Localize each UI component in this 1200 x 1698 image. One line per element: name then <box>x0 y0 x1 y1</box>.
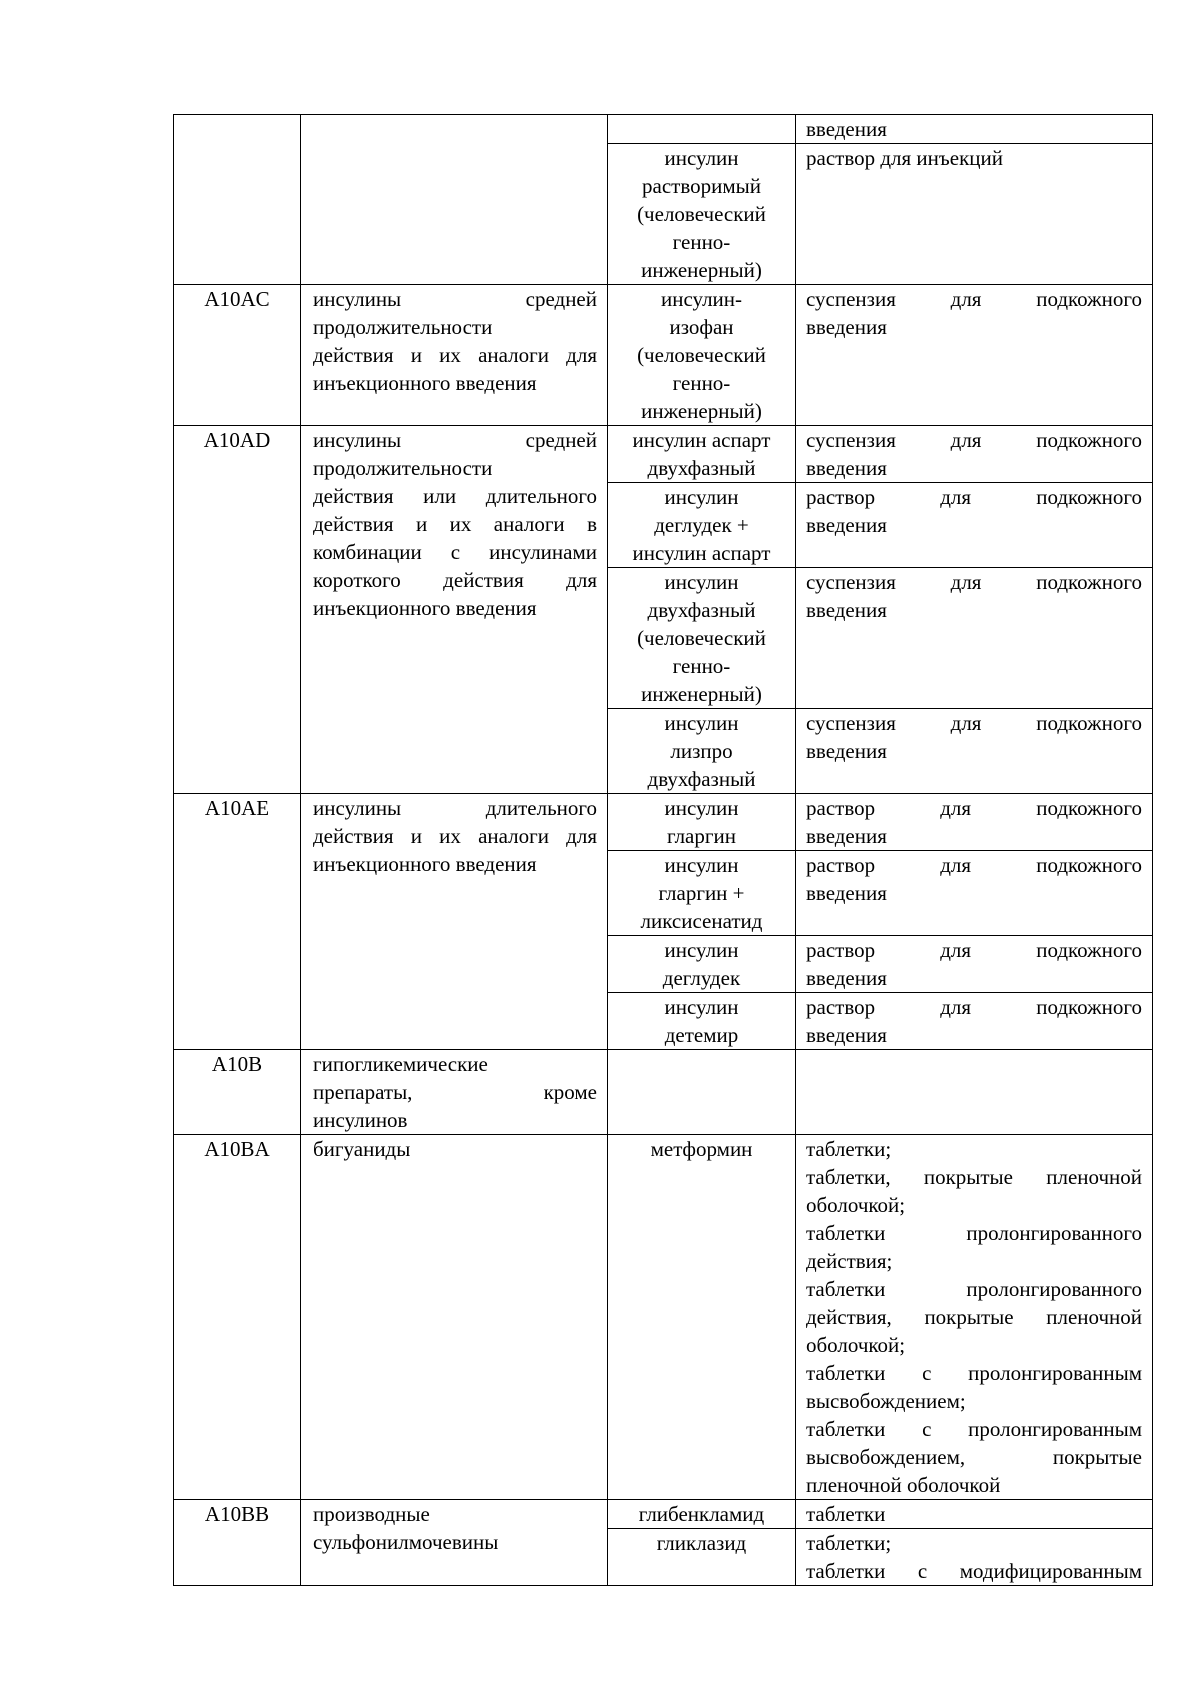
drug-name-cell <box>608 709 796 794</box>
drug-name-line: гликлазид <box>656 1531 747 1555</box>
drug-name-line: генно- <box>672 230 731 254</box>
drug-name-line: генно- <box>672 654 731 678</box>
drug-name-cell <box>608 1529 796 1586</box>
drug-name-cell <box>608 993 796 1050</box>
table-row <box>174 115 1153 144</box>
dosage-form-line: раствор для подкожного <box>806 995 1142 1019</box>
drug-name-line: инсулин <box>664 853 739 877</box>
dosage-form-cell <box>796 483 1153 568</box>
group-name-line: инсулины средней <box>313 287 597 311</box>
drug-name-line: гларгин <box>667 824 736 848</box>
dosage-form-cell <box>796 1050 1153 1135</box>
drug-name-line: (человеческий <box>637 343 766 367</box>
dosage-form-line: высвобождением; <box>806 1389 966 1413</box>
drug-name-line: двухфазный <box>647 598 756 622</box>
atc-code-cell <box>174 115 301 285</box>
group-name-line: продолжительности <box>313 456 493 480</box>
table-row <box>174 1050 1153 1135</box>
table-row <box>174 794 1153 851</box>
dosage-form-cell <box>796 115 1153 144</box>
dosage-form-cell <box>796 993 1153 1050</box>
table-row <box>174 285 1153 426</box>
dosage-form-line: введения <box>806 739 887 763</box>
drug-name-line: гларгин + <box>658 881 745 905</box>
drug-name-line: инсулин <box>664 938 739 962</box>
drug-name-line: инсулин <box>664 995 739 1019</box>
drug-name-line: растворимый <box>642 174 761 198</box>
dosage-form-line: таблетки пролонгированного <box>806 1277 1142 1301</box>
drug-name-line: метформин <box>650 1137 753 1161</box>
atc-code-cell: A10AE <box>174 794 301 1050</box>
dosage-form-line: оболочкой; <box>806 1333 906 1357</box>
dosage-form-cell <box>796 285 1153 426</box>
drug-name-line: инженерный) <box>641 682 762 706</box>
dosage-form-line: раствор для подкожного <box>806 853 1142 877</box>
atc-code-cell: A10AD <box>174 426 301 794</box>
table-row <box>174 1135 1153 1500</box>
dosage-form-line: введения <box>806 315 887 339</box>
dosage-form-line: введения <box>806 1023 887 1047</box>
dosage-form-cell <box>796 1500 1153 1529</box>
table-body <box>174 115 1153 1586</box>
atc-code-cell: A10B <box>174 1050 301 1135</box>
dosage-form-line: раствор для подкожного <box>806 938 1142 962</box>
drug-name-line: инсулин аспарт <box>632 541 771 565</box>
dosage-form-line: введения <box>806 824 887 848</box>
table-row <box>174 426 1153 483</box>
drug-name-line: (человеческий <box>637 626 766 650</box>
drug-name-cell <box>608 794 796 851</box>
dosage-form-line: введения <box>806 598 887 622</box>
dosage-form-line: раствор для подкожного <box>806 796 1142 820</box>
atc-code-cell: A10BA <box>174 1135 301 1500</box>
group-name-line: инъекционного введения <box>313 852 537 876</box>
dosage-form-cell <box>796 851 1153 936</box>
group-name-line: препараты, кроме <box>313 1080 597 1104</box>
group-name-line: комбинации с инсулинами <box>313 540 597 564</box>
drug-name-line: двухфазный <box>647 456 756 480</box>
drug-name-cell <box>608 1050 796 1135</box>
atc-code-cell: A10AC <box>174 285 301 426</box>
drug-name-line: двухфазный <box>647 767 756 791</box>
dosage-form-line: пленочной оболочкой <box>806 1473 1001 1497</box>
group-name-line: продолжительности <box>313 315 493 339</box>
dosage-form-line: таблетки пролонгированного <box>806 1221 1142 1245</box>
group-name-line: бигуаниды <box>313 1137 411 1161</box>
drug-name-line: инсулин <box>664 711 739 735</box>
group-name-line: короткого действия для <box>313 568 597 592</box>
dosage-form-line: таблетки, покрытые пленочной <box>806 1165 1142 1189</box>
drug-name-cell <box>608 1135 796 1500</box>
dosage-form-cell <box>796 426 1153 483</box>
dosage-form-cell <box>796 709 1153 794</box>
dosage-form-line: введения <box>806 456 887 480</box>
drug-name-line: инсулин <box>664 570 739 594</box>
dosage-form-cell <box>796 794 1153 851</box>
group-name-cell <box>301 1050 608 1135</box>
group-name-line: инъекционного введения <box>313 596 537 620</box>
atc-code-cell: A10BB <box>174 1500 301 1586</box>
drug-name-cell <box>608 144 796 285</box>
drug-name-cell <box>608 115 796 144</box>
drug-name-line: изофан <box>669 315 734 339</box>
group-name-cell <box>301 794 608 1050</box>
group-name-line: инъекционного введения <box>313 371 537 395</box>
dosage-form-cell <box>796 1135 1153 1500</box>
dosage-form-line: раствор для инъекций <box>806 146 1003 170</box>
drug-name-line: (человеческий <box>637 202 766 226</box>
drug-name-line: инсулин- <box>660 287 743 311</box>
drug-name-line: глибенкламид <box>638 1502 765 1526</box>
group-name-line: инсулины длительного <box>313 796 597 820</box>
dosage-form-cell <box>796 936 1153 993</box>
dosage-form-line: таблетки с пролонгированным <box>806 1361 1142 1385</box>
group-name-cell <box>301 285 608 426</box>
table-row <box>174 1500 1153 1529</box>
dosage-form-line: оболочкой; <box>806 1193 906 1217</box>
drug-name-line: инсулин <box>664 146 739 170</box>
drug-name-cell <box>608 426 796 483</box>
dosage-form-line: таблетки с модифицированным <box>806 1559 1142 1583</box>
drug-name-cell <box>608 568 796 709</box>
drug-name-line: деглудек + <box>654 513 749 537</box>
dosage-form-cell <box>796 144 1153 285</box>
dosage-form-line: высвобождением, покрытые <box>806 1445 1142 1469</box>
dosage-form-line: введения <box>806 513 887 537</box>
drug-name-line: деглудек <box>662 966 741 990</box>
group-name-line: инсулинов <box>313 1108 408 1132</box>
group-name-line: гипогликемические <box>313 1052 488 1076</box>
dosage-form-line: раствор для подкожного <box>806 485 1142 509</box>
group-name-cell <box>301 1500 608 1586</box>
dosage-form-line: таблетки; <box>806 1531 892 1555</box>
drug-name-line: лизпро <box>670 739 733 763</box>
dosage-form-line: суспензия для подкожного <box>806 287 1142 311</box>
group-name-line: инсулины средней <box>313 428 597 452</box>
drug-classification-table <box>173 114 1153 1586</box>
group-name-line: сульфонилмочевины <box>313 1530 499 1554</box>
drug-name-line: инсулин <box>664 796 739 820</box>
dosage-form-cell <box>796 1529 1153 1586</box>
group-name-line: действия и их аналоги для <box>313 824 597 848</box>
drug-name-cell <box>608 1500 796 1529</box>
dosage-form-line: таблетки <box>806 1502 886 1526</box>
drug-name-line: инсулин аспарт <box>632 428 771 452</box>
drug-name-line: ликсисенатид <box>640 909 763 933</box>
dosage-form-line: действия, покрытые пленочной <box>806 1305 1142 1329</box>
dosage-form-line: суспензия для подкожного <box>806 711 1142 735</box>
dosage-form-cell <box>796 568 1153 709</box>
group-name-line: действия и их аналоги в <box>313 512 597 536</box>
drug-name-line: инсулин <box>664 485 739 509</box>
drug-name-cell <box>608 285 796 426</box>
group-name-cell <box>301 115 608 285</box>
drug-name-line: инженерный) <box>641 399 762 423</box>
dosage-form-line: суспензия для подкожного <box>806 428 1142 452</box>
dosage-form-line: введения <box>806 966 887 990</box>
group-name-line: действия или длительного <box>313 484 597 508</box>
drug-name-cell <box>608 936 796 993</box>
dosage-form-line: введения <box>806 117 887 141</box>
drug-name-line: инженерный) <box>641 258 762 282</box>
group-name-cell <box>301 426 608 794</box>
dosage-form-line: введения <box>806 881 887 905</box>
group-name-cell <box>301 1135 608 1500</box>
dosage-form-line: таблетки; <box>806 1137 892 1161</box>
drug-name-line: генно- <box>672 371 731 395</box>
group-name-line: производные <box>313 1502 430 1526</box>
dosage-form-line: действия; <box>806 1249 893 1273</box>
drug-name-cell <box>608 851 796 936</box>
dosage-form-line: таблетки с пролонгированным <box>806 1417 1142 1441</box>
dosage-form-line: суспензия для подкожного <box>806 570 1142 594</box>
drug-name-cell <box>608 483 796 568</box>
group-name-line: действия и их аналоги для <box>313 343 597 367</box>
drug-name-line: детемир <box>664 1023 739 1047</box>
